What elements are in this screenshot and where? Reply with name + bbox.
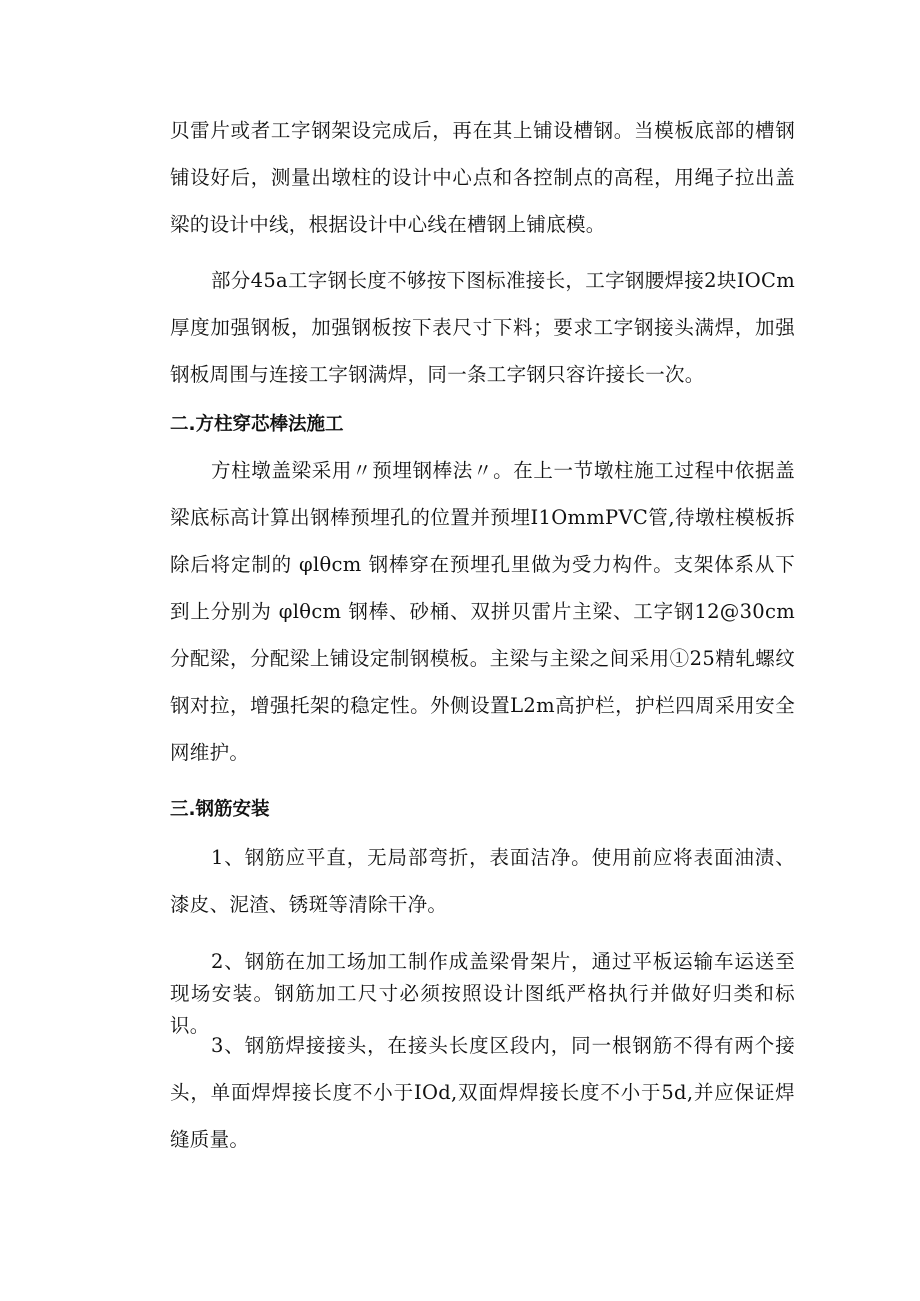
section-heading-rebar-installation: 三.钢筋安装: [170, 799, 270, 820]
paragraph-steel-channel-laying: 贝雷片或者工字钢架设完成后，再在其上铺设槽钢。当模板底部的槽钢铺设好后，测量出墩柱的设计中心点和各控制点的高程，用绳子拉出盖梁的设计中线，根据设计中心线在槽钢上铺底模。: [170, 119, 795, 236]
paragraph-embedded-steel-rod-method: 方柱墩盖梁采用〃预埋钢棒法〃。在上一节墩柱施工过程中依据盖梁底标高计算出钢棒预埋孔的位置并预埋I1OmmPVC管,待墩柱模板拆除后将定制的 φlθcm 钢棒穿在预埋孔里做为受力构件。支架体系从下到上分别为 φlθcm 钢棒、砂桶、双拼贝雷片主梁、工字钢12@30cm分配梁，分配梁上铺设定制钢模板。主梁与主梁之间采用①25精轧螺纹钢对拉，增强托架的稳定性。外侧设置L2m高护栏，护栏四周采用安全网维护。: [170, 459, 795, 764]
paragraph-rebar-item-3: 3、钢筋焊接接头，在接头长度区段内，同一根钢筋不得有两个接头，单面焊焊接长度不小于IOd,双面焊焊接长度不小于5d,并应保证焊缝质量。: [170, 1034, 795, 1151]
section-heading-square-column: 二.方柱穿芯棒法施工: [170, 414, 344, 435]
paragraph-rebar-item-1: 1、钢筋应平直，无局部弯折，表面洁净。使用前应将表面油渍、漆皮、泥渣、锈斑等清除干净。: [170, 846, 795, 916]
paragraph-rebar-item-2: 2、钢筋在加工场加工制作成盖梁骨架片，通过平板运输车运送至现场安装。钢筋加工尺寸必须按照设计图纸严格执行并做好归类和标识。: [170, 950, 795, 1037]
paragraph-i-beam-extension: 部分45a工字钢长度不够按下图标准接长，工字钢腰焊接2块IOCm厚度加强钢板，加强钢板按下表尺寸下料；要求工字钢接头满焊，加强钢板周围与连接工字钢满焊，同一条工字钢只容许接长一次。: [170, 269, 795, 386]
